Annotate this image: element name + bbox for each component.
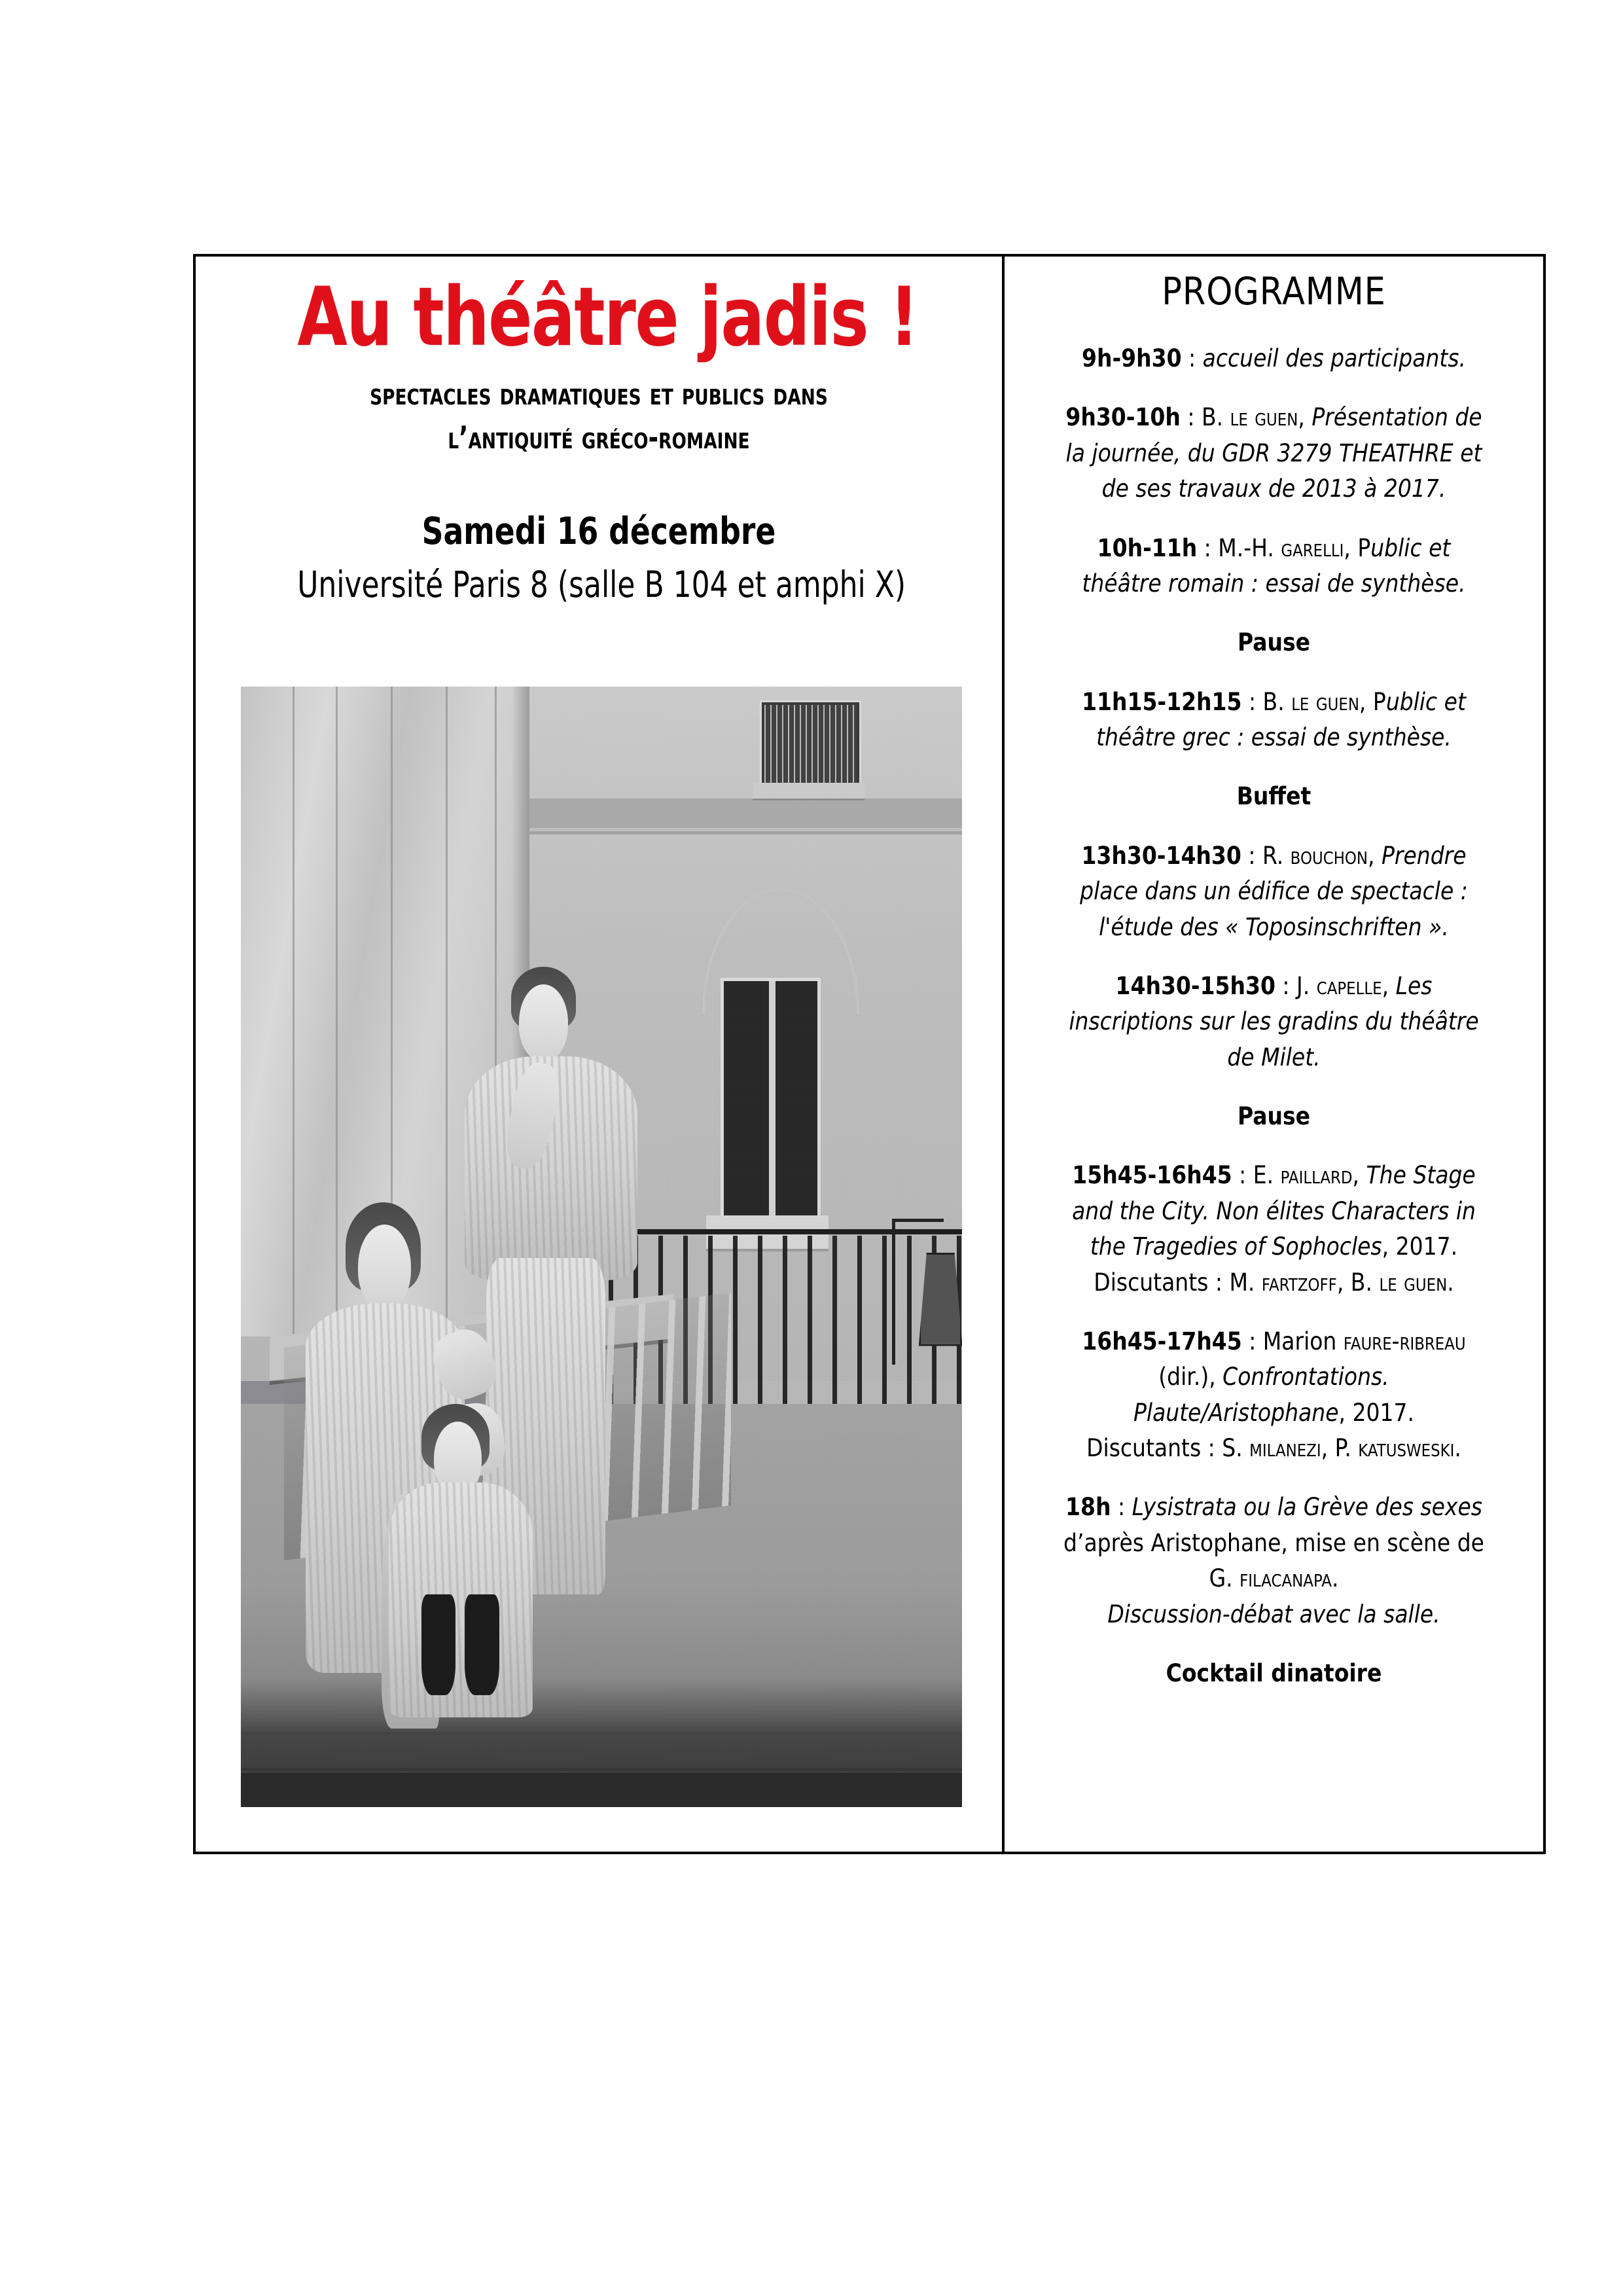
programme-entry xyxy=(1058,1157,1490,1300)
programme-entry-text: , xyxy=(1298,403,1312,432)
programme-entry xyxy=(1058,399,1490,506)
programme-entry-text: , 2017. xyxy=(1338,1397,1414,1427)
programme-entry-text: filacanapa xyxy=(1240,1564,1332,1593)
programme-entry-text: , xyxy=(1359,687,1373,716)
balcony-sill xyxy=(753,783,865,800)
poster-left-column xyxy=(196,257,1005,1852)
programme-entry-time: 10h-11h xyxy=(1097,533,1198,562)
programme-entry-time: 9h-9h30 xyxy=(1082,344,1182,372)
programme-entry-text: M.-H. xyxy=(1218,533,1281,562)
programme-entry-time: 11h15-12h15 xyxy=(1082,687,1242,716)
poster-subtitle xyxy=(297,373,901,460)
programme-entry-time: 9h30-10h xyxy=(1065,403,1181,432)
programme-entry-text: . xyxy=(1331,1564,1339,1593)
programme-entry-separator: : xyxy=(1241,1326,1263,1355)
programme-entry-text: d’après Aristophane, mise en scène de G. xyxy=(1063,1528,1484,1593)
programme-entry-text: Discutants : M. xyxy=(1094,1267,1262,1297)
programme-entry-separator: : xyxy=(1241,687,1263,716)
programme-entry-text: bouchon xyxy=(1290,840,1368,870)
programme-entry-text: paillard xyxy=(1280,1160,1353,1190)
programme-break-label: Pause xyxy=(1237,628,1311,657)
programme-entry-text: , xyxy=(1352,1160,1366,1190)
programme-entry-text: le guen xyxy=(1379,1267,1448,1297)
programme-entry-text: faure-ribreau xyxy=(1343,1326,1466,1355)
ground-step-edge-upper xyxy=(241,1732,962,1734)
lamp-post xyxy=(892,1219,895,1365)
programme-entry-text: B. xyxy=(1201,403,1230,432)
programme-entry-text: . xyxy=(1454,1433,1461,1462)
programme-entry-text: , 2017. xyxy=(1382,1232,1458,1261)
programme-entry-text: , xyxy=(1382,971,1396,1000)
programme-entry-text: Discutants : S. xyxy=(1086,1433,1250,1462)
programme-entry-text: Présentation de la journée, du GDR 3279 THEATHRE et de ses travaux de 2013 à 2017. xyxy=(1065,403,1482,503)
programme-entry-text: The Stage and the City. Non élites Characters in the Tragedies of Sophocles xyxy=(1072,1160,1476,1261)
programme-entry-text: E. xyxy=(1253,1160,1281,1190)
programme-entry-text: Marion xyxy=(1262,1326,1344,1355)
programme-break xyxy=(1058,1098,1490,1134)
programme-entry-text: , P. xyxy=(1321,1433,1359,1462)
programme-entry-text: ublic et théâtre romain : essai de synthèse. xyxy=(1082,533,1466,598)
programme-entry xyxy=(1058,684,1490,755)
programme-entry-text: fartzoff xyxy=(1261,1267,1337,1297)
programme-break-label: Cocktail dinatoire xyxy=(1166,1658,1382,1687)
actor-front-boot-right xyxy=(465,1594,499,1695)
programme-break-label: Pause xyxy=(1237,1102,1311,1130)
programme-entry-text: P xyxy=(1357,533,1371,562)
programme-entry-text: Discussion-débat avec la salle. xyxy=(1107,1599,1440,1628)
programme-entry xyxy=(1058,838,1490,944)
programme-entry-separator: : xyxy=(1111,1492,1132,1522)
photograph-canvas xyxy=(241,687,962,1807)
programme-entry-text: katusweski xyxy=(1358,1433,1455,1462)
event-details xyxy=(297,509,906,606)
programme-break xyxy=(1058,624,1490,660)
programme-entry-separator: : xyxy=(1197,533,1219,562)
programme-entry-text: J. xyxy=(1296,971,1317,1000)
poster-frame xyxy=(193,254,1546,1854)
actor-center-head xyxy=(519,984,568,1060)
programme-entry-text: , xyxy=(1368,840,1382,870)
actor-left-head xyxy=(358,1225,412,1310)
performance-photograph xyxy=(241,687,962,1807)
fence-rail-top xyxy=(609,1229,962,1234)
programme-entry xyxy=(1058,530,1490,601)
programme-entry-separator: : xyxy=(1275,971,1297,1000)
programme-entry-separator: : xyxy=(1232,1160,1253,1190)
programme-entry-text: capelle xyxy=(1316,971,1382,1000)
programme-entry-time: 13h30-14h30 xyxy=(1081,840,1241,870)
programme-break-label: Buffet xyxy=(1236,781,1311,811)
building-cornice xyxy=(515,798,962,828)
ground-step-edge-lower xyxy=(241,1768,962,1771)
programme-entry-time: 15h45-16h45 xyxy=(1072,1160,1232,1190)
programme-entry xyxy=(1058,1489,1490,1632)
programme-entry-separator: : xyxy=(1180,403,1202,432)
programme-entry xyxy=(1058,968,1490,1075)
arched-window xyxy=(721,978,821,1220)
programme-list xyxy=(1028,340,1520,1691)
programme-entry-time: 14h30-15h30 xyxy=(1115,971,1275,1000)
balcony-railing xyxy=(764,705,857,783)
bottom-step xyxy=(241,1773,962,1807)
programme-entry-text: Prendre place dans un édifice de spectacle : l'étude des « Toposinschriften ». xyxy=(1080,840,1468,941)
programme-entry-text: (dir.), xyxy=(1158,1362,1223,1391)
programme-entry-separator: : xyxy=(1181,344,1203,372)
programme-entry-text: B. xyxy=(1262,687,1292,716)
programme-entry-text: milanezi xyxy=(1249,1433,1321,1462)
balcony-window-icon xyxy=(760,700,861,788)
lamp-arm xyxy=(893,1219,944,1222)
programme-break xyxy=(1058,778,1490,814)
programme-heading: PROGRAMME xyxy=(1162,269,1386,314)
title-block xyxy=(196,257,1002,606)
actor-front-boot-left xyxy=(421,1594,456,1695)
programme-entry-text: Lysistrata ou la Grève des sexes xyxy=(1132,1492,1482,1522)
event-date: Samedi 16 décembre xyxy=(421,509,776,553)
programme-entry xyxy=(1058,1323,1490,1466)
subtitle-line-1: spectacles dramatiques et publics dans xyxy=(370,376,828,413)
programme-entry-text: garelli xyxy=(1281,533,1344,562)
actor-front-robe xyxy=(389,1482,533,1718)
programme-entry-text: R. xyxy=(1262,840,1291,870)
programme-entry-time: 16h45-17h45 xyxy=(1082,1326,1242,1355)
programme-entry-text: Confrontations. Plaute/Aristophane xyxy=(1133,1362,1389,1427)
programme-entry-text: , B. xyxy=(1336,1267,1380,1297)
programme-entry-text: P xyxy=(1372,687,1386,716)
programme-entry-text: ublic et théâtre grec : essai de synthèse. xyxy=(1096,687,1466,751)
programme-column xyxy=(1005,257,1543,1852)
programme-entry-text: Les inscriptions sur les gradins du théâtre de Milet. xyxy=(1069,971,1479,1071)
programme-entry-text: le guen xyxy=(1230,403,1298,432)
page-title: Au théâtre jadis ! xyxy=(297,270,918,365)
subtitle-line-2: l’antiquité gréco-romaine xyxy=(448,420,750,456)
programme-entry xyxy=(1058,340,1490,376)
programme-break xyxy=(1058,1655,1490,1691)
event-venue: Université Paris 8 (salle B 104 et amphi X) xyxy=(297,564,906,606)
programme-entry-text: accueil des participants. xyxy=(1202,344,1466,372)
programme-entry-text: . xyxy=(1447,1267,1454,1297)
programme-entry-text: le guen xyxy=(1291,687,1359,716)
programme-entry-separator: : xyxy=(1241,840,1262,870)
programme-entry-time: 18h xyxy=(1065,1492,1111,1522)
programme-entry-text: , xyxy=(1344,533,1358,562)
